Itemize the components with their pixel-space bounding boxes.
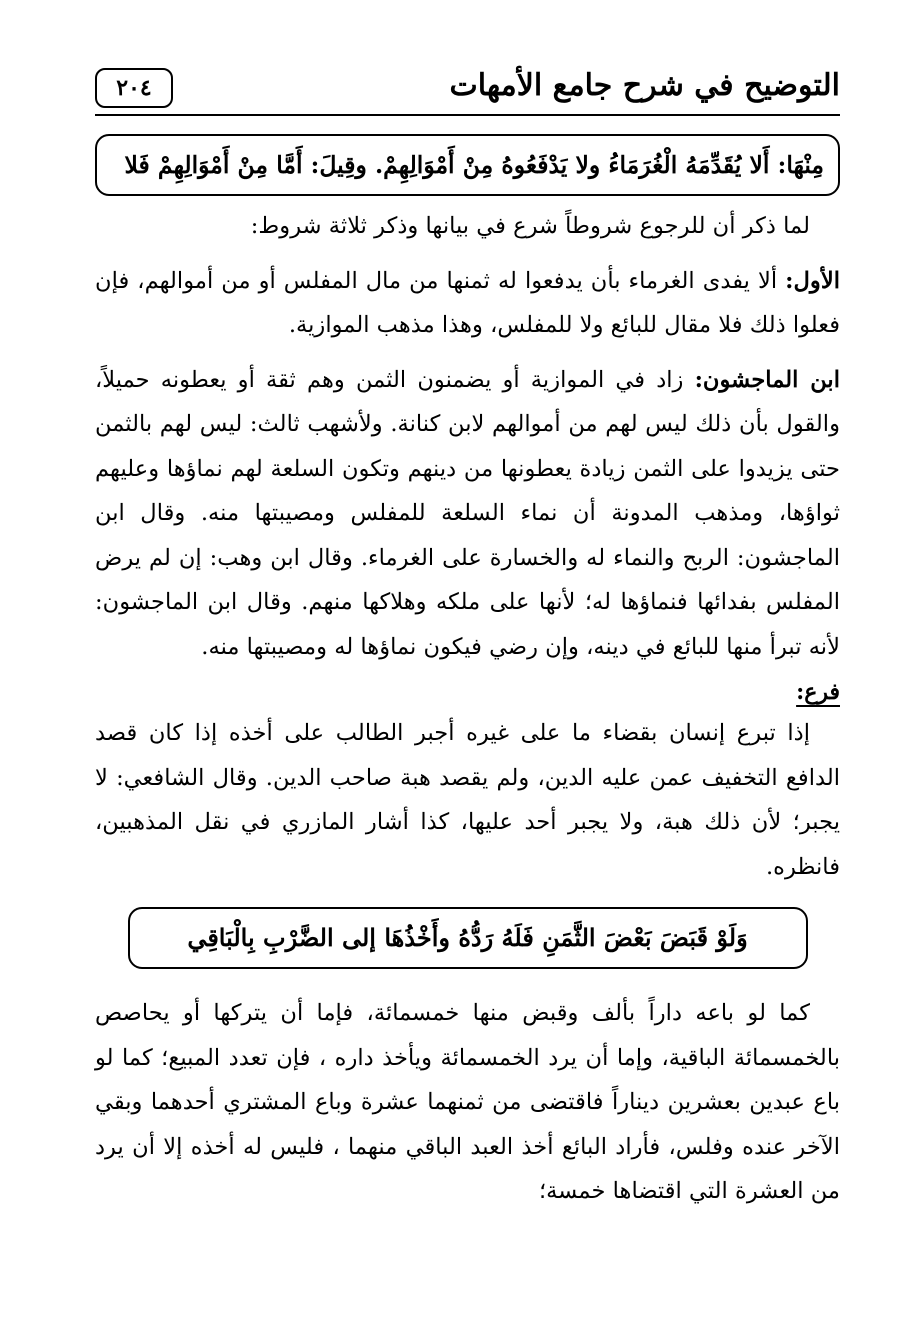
- matn-box-1: [95, 134, 840, 196]
- paragraph-explanation: كما لو باعه داراً بألف وقبض منها خمسمائة، فإما أن يتركها أو يحاصص بالخمسمائة الباقية، وإما أن يرد الخمسمائة ويأخذ داره ، فإن تعدد المبيع؛ كما لو باع عبدين بعشرين ديناراً فاقتضى من ثمنهما عشرة وباع المشتري أحدهما وبقي الآخر عنده وفلس، فأراد البائع أخذ العبد الباقي منهما ، فليس له أخذه إلا أن يرد من العشرة التي اقتضاها خمسة؛: [95, 1000, 840, 1204]
- paragraph-far: إذا تبرع إنسان بقضاء ما على غيره أجبر الطالب على أخذه إذا كان قصد الدافع التخفيف عمن عليه الدين، ولم يقصد هبة صاحب الدين. وقال الشافعي: لا يجبر؛ لأن ذلك هبة، ولا يجبر أحد عليها، كذا أشار المازري في نقل المذهبين، فانظره.: [95, 720, 840, 880]
- page-header: [95, 62, 840, 116]
- paragraph-body: ألا يفدى الغرماء بأن يدفعوا له ثمنها من مال المفلس أو من أموالهم، فإن فعلوا ذلك فلا مقال للبائع ولا للمفلس، وهذا مذهب الموازية.: [95, 267, 840, 338]
- book-page: [95, 62, 840, 1302]
- matn-text-2: وَلَوْ قَبَضَ بَعْضَ الثَّمَنِ فَلَهُ رَدُّهُ وأَخْذُهَا إلى الضَّرْبِ بِالْبَاقِي: [187, 922, 748, 952]
- paragraph-body: زاد في الموازية أو يضمنون الثمن وهم ثقة أو يعطونه حميلاً، والقول بأن ذلك ليس لهم من أموالهم لابن كنانة. ولأشهب ثالث: ليس لهم بالثمن حتى يزيدوا على الثمن زيادة يعطونها من دينهم وتكون السلعة لهم نماؤها وعليهم ثواؤها، ومذهب المدونة أن نماء السلعة للمفلس ومصيبتها منه. وقال ابن الماجشون: الربح والنماء له والخسارة على الغرماء. وقال ابن وهب: إن لم يرض المفلس بفدائها فنماؤها له؛ لأنها على ملكه وهلاكها منهم. وقال ابن الماجشون: لأنه تبرأ منها للبائع في دينه، وإن رضي فيكون نماؤها له ومصيبتها منه.: [95, 366, 840, 660]
- running-title: التوضيح في شرح جامع الأمهات: [449, 68, 840, 103]
- paragraph-lead: الأول:: [785, 267, 840, 294]
- paragraph-ibn-majishun: [95, 358, 840, 670]
- paragraph-intro: لما ذكر أن للرجوع شروطاً شرع في بيانها وذكر ثلاثة شروط:: [250, 213, 810, 239]
- matn-text-1: مِنْهَا: أَلا يُقَدِّمَهُ الْغُرَمَاءُ ولا يَدْفَعُوهُ مِنْ أَمْوَالِهِمْ. وقِيلَ: أَمَّا مِنْ أَمْوَالِهِمْ فَلا: [124, 150, 824, 179]
- paragraph-lead: ابن الماجشون:: [694, 366, 840, 393]
- sub-heading-far: فرع:: [796, 679, 840, 705]
- page-number: ٢٠٤: [95, 68, 173, 108]
- paragraph-first-condition: [95, 259, 840, 348]
- matn-box-2: [128, 907, 808, 969]
